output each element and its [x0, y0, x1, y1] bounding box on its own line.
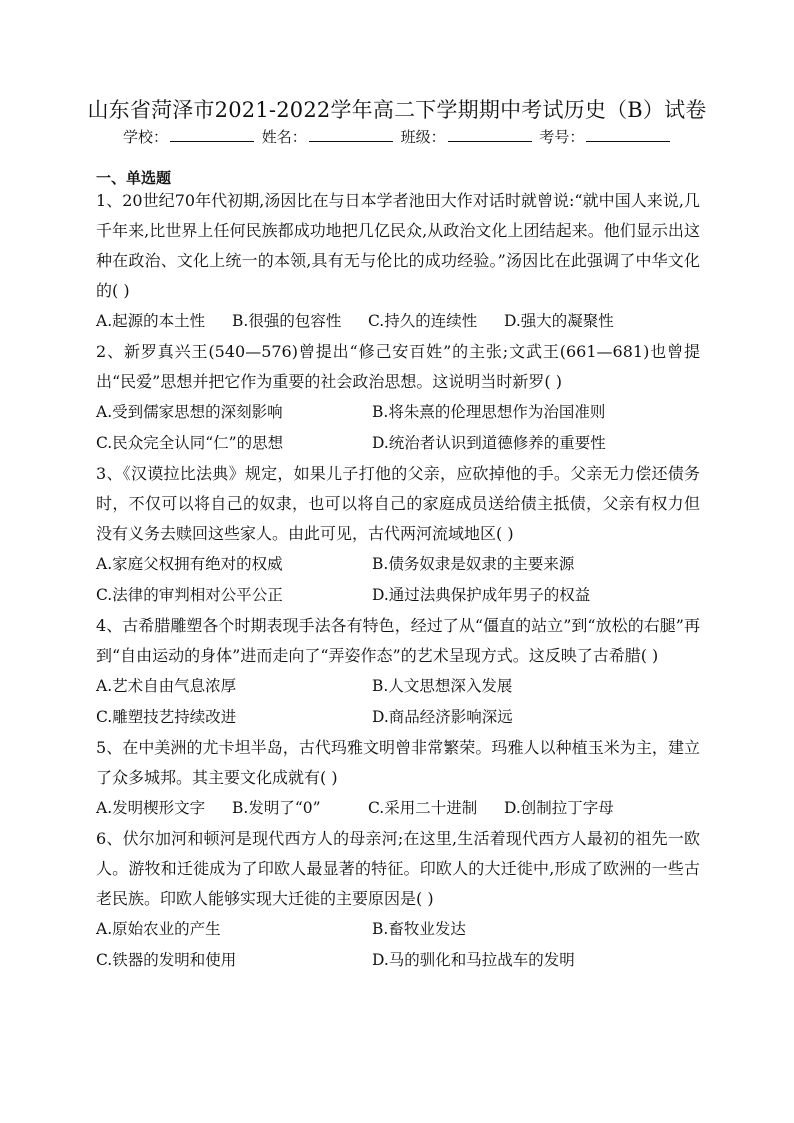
field-name	[262, 126, 393, 148]
question-6-stem: 6、伏尔加河和顿河是现代西方人的母亲河;在这里,生活着现代西方人最初的祖先一欧人。游牧和迁徙成为了印欧人最显著的特征。印欧人的大迁徙中,形成了欧洲的一些古老民族。印欧人能够实现大迁徙的主要原因是( )	[96, 829, 700, 908]
question-3-options	[96, 549, 700, 611]
question-6-option-b[interactable]: B.畜牧业发达	[372, 920, 466, 938]
question-5-stem: 5、在中美洲的尤卡坦半岛，古代玛雅文明曾非常繁荣。玛雅人以种植玉米为主，建立了众多城邦。其主要文化成就有( )	[96, 738, 700, 787]
question-4-option-c[interactable]: C.雕塑技艺持续改进	[96, 708, 237, 726]
question-3-option-b[interactable]: B.债务奴隶是奴隶的主要来源	[372, 555, 575, 573]
exam-title: 山东省菏泽市2021-2022学年高二下学期期中考试历史（B）试卷	[87, 98, 707, 122]
question-1-options	[96, 306, 700, 337]
question-5-option-d[interactable]: D.创制拉丁字母	[504, 799, 614, 817]
question-1	[96, 186, 700, 337]
field-class-label: 班级：	[400, 128, 446, 146]
question-6-option-a[interactable]: A.原始农业的产生	[96, 920, 221, 938]
question-3-option-a[interactable]: A.家庭父权拥有绝对的权威	[96, 555, 283, 573]
field-exam-number	[539, 126, 670, 148]
question-1-option-c[interactable]: C.持久的连续性	[368, 312, 478, 330]
field-school-label: 学校：	[123, 128, 169, 146]
question-list	[96, 186, 700, 976]
question-6-options	[96, 914, 700, 976]
question-5	[96, 733, 700, 824]
question-4-option-a[interactable]: A.艺术自由气息浓厚	[96, 677, 237, 695]
question-6	[96, 824, 700, 976]
question-3-stem: 3、《汉谟拉比法典》规定，如果儿子打他的父亲，应砍掉他的手。父亲无力偿还债务时，不仅可以将自己的奴隶，也可以将自己的家庭成员送给债主抵债，父亲有权力但没有义务去赎回这些家人。由此可见，古代两河流域地区( )	[96, 464, 700, 543]
question-2-option-a[interactable]: A.受到儒家思想的深刻影响	[96, 403, 283, 421]
student-info-row	[123, 126, 683, 148]
field-exam-number-label: 考号：	[539, 128, 585, 146]
question-2-option-c[interactable]: C.民众完全认同“仁”的思想	[96, 434, 284, 452]
field-class	[401, 126, 532, 148]
field-name-blank[interactable]	[309, 126, 393, 142]
question-4-option-b[interactable]: B.人文思想深入发展	[372, 677, 513, 695]
question-1-option-d[interactable]: D.强大的凝聚性	[504, 312, 614, 330]
question-2-options	[96, 397, 700, 459]
question-2	[96, 337, 700, 459]
question-1-stem: 1、20世纪70年代初期,汤因比在与日本学者池田大作对话时就曾说:“就中国人来说,几千年来,比世界上任何民族都成功地把几亿民众,从政治文化上团结起来。他们显示出这种在政治、文化上统一的本领,具有无与伦比的成功经验。”汤因比在此强调了中华文化的( )	[96, 191, 700, 300]
question-6-option-c[interactable]: C.铁器的发明和使用	[96, 951, 237, 969]
field-school	[123, 126, 254, 148]
question-5-option-b[interactable]: B.发明了“0”	[232, 799, 321, 817]
question-1-option-a[interactable]: A.起源的本土性	[96, 312, 206, 330]
question-5-option-c[interactable]: C.采用二十进制	[368, 799, 478, 817]
question-2-option-d[interactable]: D.统治者认识到道德修养的重要性	[372, 434, 606, 452]
question-2-option-b[interactable]: B.将朱熹的伦理思想作为治国准则	[372, 403, 606, 421]
question-3-option-d[interactable]: D.通过法典保护成年男子的权益	[372, 586, 591, 604]
question-4-stem: 4、古希腊雕塑各个时期表现手法各有特色，经过了从“僵直的站立”到“放松的右腿”再到“自由运动的身体”进而走向了“弄姿作态”的艺术呈现方式。这反映了古希腊( )	[96, 616, 700, 665]
question-2-stem: 2、新罗真兴王(540—576)曾提出“修己安百姓”的主张;文武王(661—681)也曾提出“民爱”思想并把它作为重要的社会政治思想。这说明当时新罗( )	[96, 342, 700, 391]
question-1-option-b[interactable]: B.很强的包容性	[232, 312, 342, 330]
question-5-options	[96, 793, 700, 824]
question-5-option-a[interactable]: A.发明楔形文字	[96, 799, 206, 817]
section-title: 一、单选题	[96, 169, 172, 187]
question-4-options	[96, 671, 700, 733]
field-name-label: 姓名：	[261, 128, 307, 146]
question-4	[96, 611, 700, 733]
field-school-blank[interactable]	[170, 126, 254, 142]
field-class-blank[interactable]	[448, 126, 532, 142]
field-exam-number-blank[interactable]	[586, 126, 670, 142]
question-4-option-d[interactable]: D.商品经济影响深远	[372, 708, 513, 726]
question-3-option-c[interactable]: C.法律的审判相对公平公正	[96, 586, 283, 604]
question-3	[96, 459, 700, 611]
question-6-option-d[interactable]: D.马的驯化和马拉战车的发明	[372, 951, 575, 969]
